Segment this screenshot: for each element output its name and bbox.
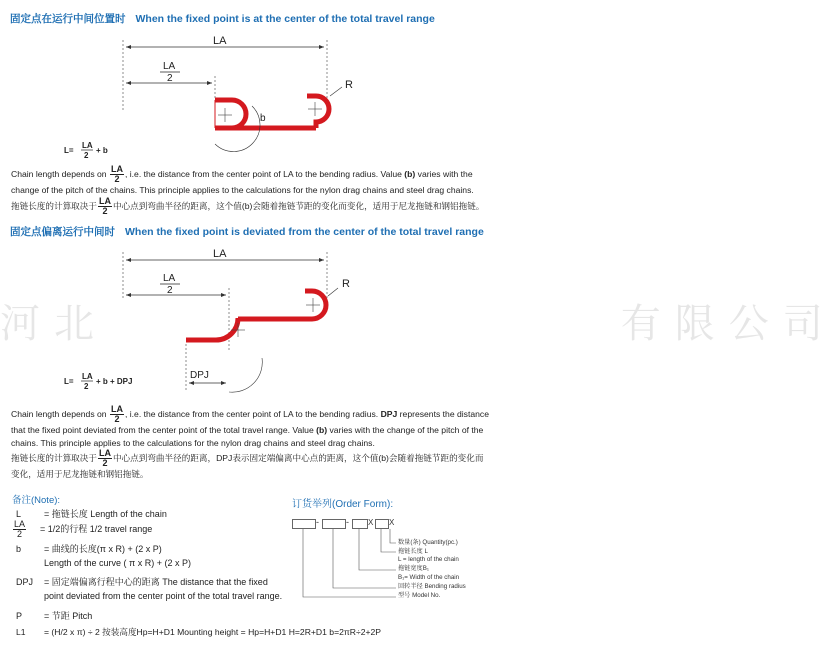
sep-1: - [316,517,319,527]
label-length-en: L = length of the chain [398,556,459,563]
label-width-en: B₁= Width of the chain [398,574,460,581]
sep-3: X [368,518,374,527]
length-box [375,519,389,529]
para1-text-c: varies with the change of the pitch of the chains. This principle applies to the calculations for the nylon drag chains and steel drag chains. [11,168,474,195]
la-label: LA [213,35,227,47]
label-radius: 回转半径 Bending radius [398,583,466,590]
label-length-cn: 拖链长度 L [398,548,428,555]
formula-numerator: LA [82,141,93,150]
note-row-dpj-2 [44,591,282,601]
note-text: = 曲线的长度(π x R) + (2 x P) [44,544,162,554]
frac-den: 2 [114,414,120,424]
note-text: Length of the curve ( π x R) + (2 x P) [44,558,192,568]
r-label: R [342,278,350,290]
model-box [292,519,316,529]
la-half-numerator: LA [163,61,176,72]
formula-tail: + b [96,146,108,155]
para1-b: (b) [404,168,416,179]
para1-cn-a: 拖链长度的计算取决于 [11,200,97,211]
frac-num: LA [98,195,111,206]
note-sym: L [16,509,22,519]
section2-title [10,224,484,239]
para2-text-d: varies with the change of the pitch of the chains. This principle applies to the calculations for the nylon drag chains and steel drag chains. [11,425,484,448]
section1-title-en: When the fixed point is at the center of the total travel range [135,13,435,25]
frac-num: LA [14,519,26,529]
para1-text-b: , i.e. the distance from the center point of LA to the bending radius. Value [124,168,402,179]
note-row-la-half [12,520,152,539]
formula-denominator: 2 [84,151,89,160]
sep-4: X [389,518,395,527]
r-label: R [345,79,353,91]
section1-title-cn: 固定点在运行中间位置时 [10,13,126,25]
note-sym: b [16,544,22,554]
note-text: point deviated from the center point of the total travel range. [44,591,283,601]
note-text: = 节距 Pitch [44,611,93,621]
note-text: = 1/2的行程 1/2 travel range [40,523,153,534]
frac-den: 2 [114,174,120,184]
para2-text-b: , i.e. the distance from the center point of LA to the bending radius. [124,408,379,419]
dpj-label: DPJ [190,370,209,381]
para2-cn-fraction [98,449,112,468]
frac-den: 2 [102,205,108,216]
note-sym: L1 [16,627,26,637]
note-text: = 拖链长度 Length of the chain [44,509,167,519]
section2-title-cn: 固定点偏离运行中间时 [10,226,115,238]
section1-paragraph [11,165,489,216]
frac-num: LA [110,164,123,174]
la-label: LA [213,248,227,260]
note-sym: P [16,611,23,621]
note-frac [13,520,26,539]
note-row-l [16,507,167,520]
formula-lhs: L= [64,377,74,386]
para1-cn-b: 中心点到弯曲半径的距离，这个值(b)会随着拖链节距的变化而变化，适用于尼龙拖链和钢铝拖链。 [112,200,485,211]
b-label: b [260,113,266,124]
order-form-leaders [292,529,492,609]
label-width-cn: 拖链宽度B₁ [398,565,429,572]
diagram-fixed-center [0,26,497,160]
para1-cn-fraction [98,197,112,216]
formula-lhs: L= [64,146,74,155]
formula-denominator: 2 [84,382,89,391]
notes-heading: 备注(Note): [12,495,61,506]
note-sym: DPJ [16,577,34,587]
label-quantity: 数量(条) Quantity(pc.) [398,539,458,546]
para2-b: (b) [316,425,328,435]
label-model: 型号 Model No. [398,592,441,599]
la-half-denominator: 2 [167,73,173,84]
note-row-dpj [16,575,268,588]
frac-den: 2 [17,529,23,539]
note-text: = (H/2 x π) ÷ 2 按装高度Hp=H+D1 Mounting height = Hp=H+D1 H=2R+D1 b=2πR÷2+2P [44,627,382,637]
frac-num: LA [98,448,111,459]
section1-title [10,11,435,26]
formula-numerator: LA [82,372,93,381]
order-form [292,495,492,599]
note-row-p [16,609,92,622]
la-half-denominator: 2 [167,285,173,296]
frac-num: LA [110,404,123,414]
width-box [352,519,368,529]
formula-tail: + b + DPJ [96,377,133,386]
para2-dpj: DPJ [380,408,398,419]
para2-text-c: represents the distance that the fixed point deviated from the center point of the total travel range. Value [11,408,490,435]
note-row-b [16,542,162,555]
order-form-title: 订货举列(Order Form): [292,499,394,510]
sep-2: - [346,517,349,527]
diagram-fixed-deviated [0,240,837,400]
para2-fraction [110,405,124,424]
para2-cn-b: 中心点到弯曲半径的距离，DPJ表示固定端偏离中心点的距离，这个值(b)会随着拖链节距的变化而变化，适用于尼龙拖链和钢铝拖链。 [11,452,484,480]
section2-title-en: When the fixed point is deviated from the center of the total travel range [125,226,484,238]
watermark: 河北 有限公司 [0,301,837,347]
radius-box [322,519,346,529]
para1-text-a: Chain length depends on [11,168,107,179]
note-row-l1 [16,626,381,638]
para2-text-a: Chain length depends on [11,408,107,419]
la-half-numerator: LA [163,273,176,284]
para1-fraction [110,165,124,184]
section2-paragraph [11,405,489,481]
frac-den: 2 [102,458,108,469]
note-text: = 固定端偏离行程中心的距离 The distance that the fixed [44,577,268,587]
note-row-curve [44,558,191,568]
para2-cn-a: 拖链长度的计算取决于 [11,452,97,463]
